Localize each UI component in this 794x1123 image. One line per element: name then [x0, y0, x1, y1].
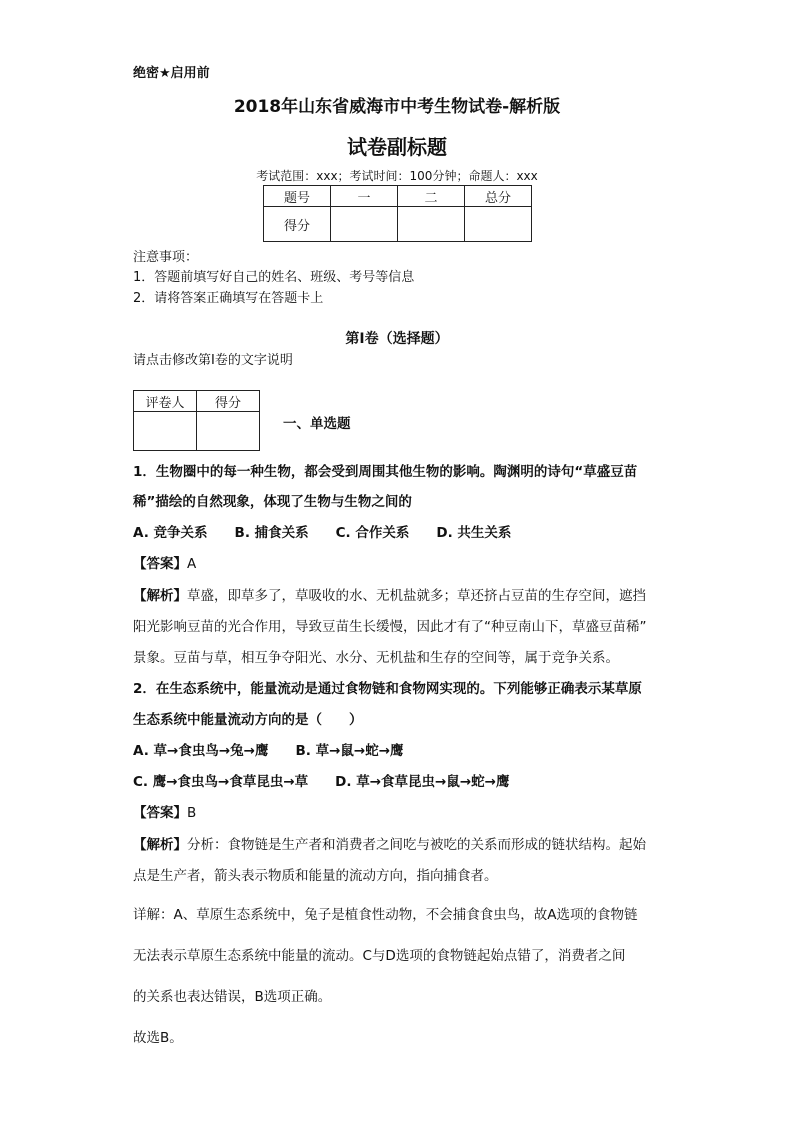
answer-value: A — [187, 556, 197, 572]
q1-analysis-line: 阳光影响豆苗的光合作用，导致豆苗生长缓慢，因此才有了“种豆南山下，草盛豆苗稀” — [133, 619, 647, 635]
score-table-header: 二 — [398, 186, 465, 207]
score-cell — [398, 207, 465, 242]
answer-label: 【答案】 — [133, 805, 187, 821]
q2-stem: 2．在生态系统中，能量流动是通过食物链和食物网实现的。下列能够正确表示某草原 — [133, 681, 642, 697]
analysis-label: 【解析】 — [133, 837, 187, 853]
q2-detail-line: 的关系也表达错误，B选项正确。 — [133, 989, 332, 1005]
q2-stem: 生态系统中能量流动方向的是（ ） — [133, 712, 363, 728]
analysis-text: 分析：食物链是生产者和消费者之间吃与被吃的关系而形成的链状结构。起始 — [187, 837, 646, 853]
answer-label: 【答案】 — [133, 556, 187, 572]
grader-table — [133, 390, 260, 451]
q1-analysis-line: 景象。豆苗与草，相互争夺阳光、水分、无机盐和生存的空间等，属于竞争关系。 — [133, 650, 619, 666]
notes-heading: 注意事项： — [133, 250, 199, 265]
score-table-header: 总分 — [465, 186, 532, 207]
q2-options: A. 草→食虫鸟→兔→鹰 B. 草→鼠→蛇→鹰 — [133, 743, 404, 759]
q2-detail-line: 无法表示草原生态系统中能量的流动。C与D选项的食物链起始点错了，消费者之间 — [133, 948, 626, 964]
q1-stem: 稀”描绘的自然现象，体现了生物与生物之间的 — [133, 494, 412, 510]
q2-analysis — [133, 833, 646, 853]
section-title: 第I卷（选择题） — [345, 331, 449, 347]
section-desc: 请点击修改第I卷的文字说明 — [133, 353, 293, 368]
secret-mark: 绝密★启用前 — [133, 66, 210, 81]
q2-answer — [133, 801, 196, 821]
score-cell — [331, 207, 398, 242]
exam-subtitle: 试卷副标题 — [347, 135, 447, 159]
grader-cell — [134, 412, 197, 451]
analysis-text: 草盛，即草多了，草吸收的水、无机盐就多；草还挤占豆苗的生存空间，遮挡 — [187, 588, 646, 604]
q1-options: A. 竞争关系 B. 捕食关系 C. 合作关系 D. 共生关系 — [133, 525, 512, 541]
q2-analysis-line: 点是生产者，箭头表示物质和能量的流动方向，指向捕食者。 — [133, 868, 498, 884]
q1-stem: 1．生物圈中的每一种生物，都会受到周围其他生物的影响。陶渊明的诗句“草盛豆苗 — [133, 464, 638, 480]
grader-header: 得分 — [197, 391, 260, 412]
answer-value: B — [187, 805, 197, 821]
exam-title: 2018年山东省威海市中考生物试卷-解析版 — [233, 97, 561, 117]
q1-answer — [133, 552, 196, 572]
analysis-label: 【解析】 — [133, 588, 187, 604]
q2-conclusion: 故选B。 — [133, 1030, 183, 1046]
score-table-header: 一 — [331, 186, 398, 207]
score-cell — [465, 207, 532, 242]
score-row-label: 得分 — [264, 207, 331, 242]
note-item: 1．答题前填写好自己的姓名、班级、考号等信息 — [133, 270, 415, 285]
q2-options: C. 鹰→食虫鸟→食草昆虫→草 D. 草→食草昆虫→鼠→蛇→鹰 — [133, 774, 510, 790]
q1-analysis — [133, 584, 646, 604]
grader-header: 评卷人 — [134, 391, 197, 412]
score-table-header: 题号 — [264, 186, 331, 207]
q2-detail-line: 详解：A、草原生态系统中，兔子是植食性动物，不会捕食食虫鸟，故A选项的食物链 — [133, 907, 638, 923]
exam-info: 考试范围：xxx；考试时间：100分钟；命题人：xxx — [256, 169, 538, 183]
score-table — [263, 185, 532, 242]
grader-cell — [197, 412, 260, 451]
part-title: 一、单选题 — [283, 416, 351, 432]
note-item: 2．请将答案正确填写在答题卡上 — [133, 291, 324, 306]
